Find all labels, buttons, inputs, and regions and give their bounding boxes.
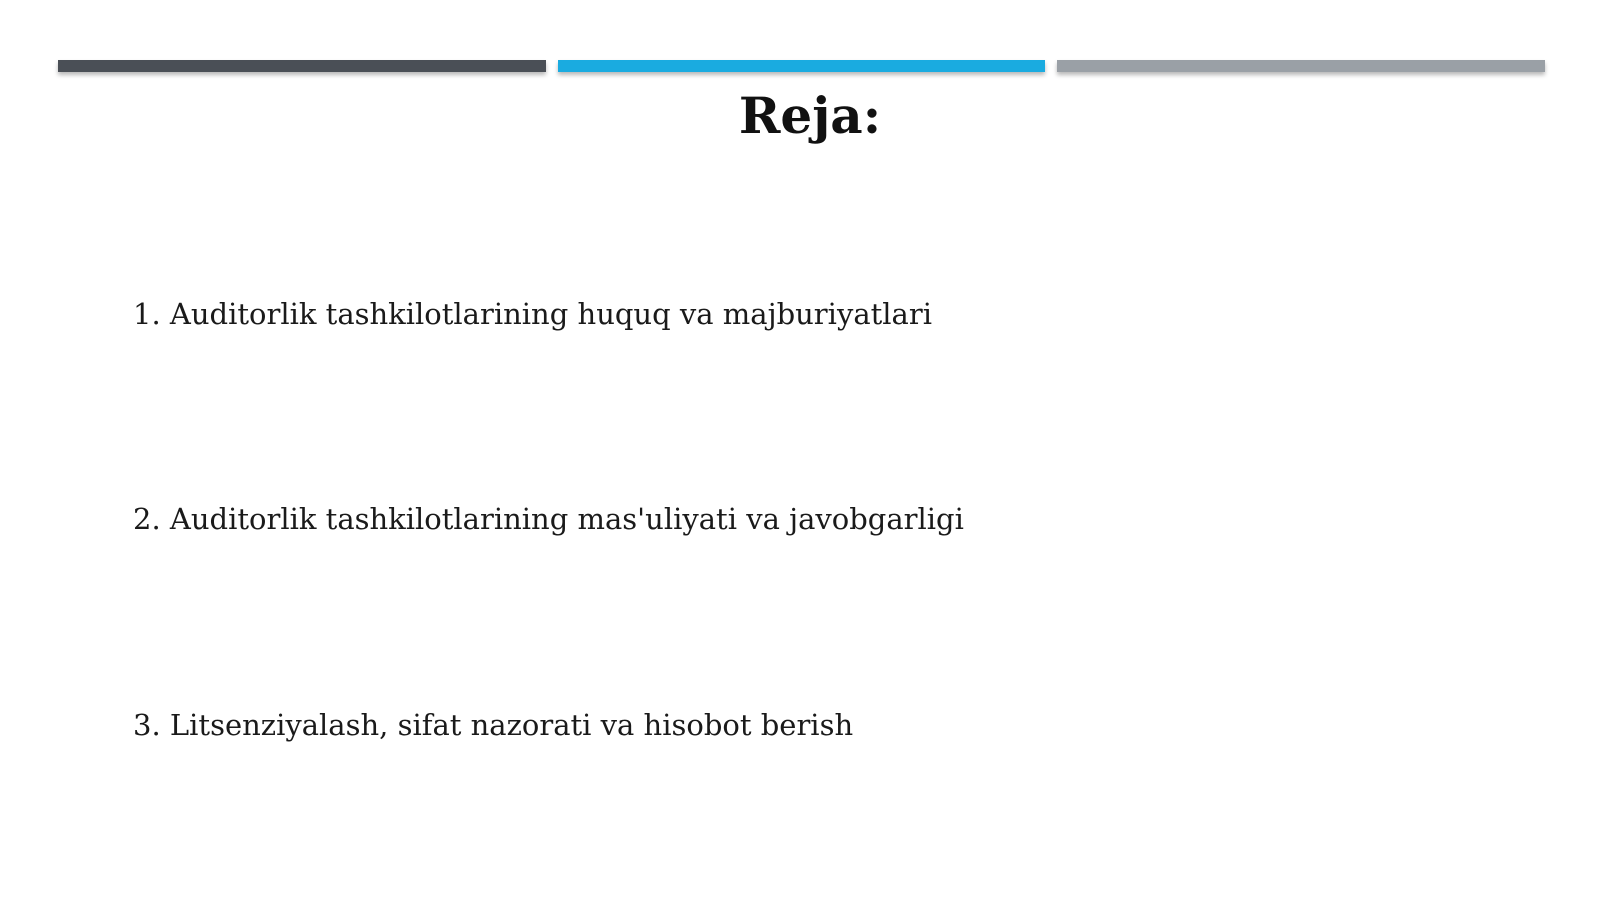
accent-bar-left <box>58 60 546 72</box>
accent-bar-center <box>558 60 1045 72</box>
slide-title: Reja: <box>738 86 882 145</box>
accent-bar-right <box>1057 60 1545 72</box>
plan-item-1: 1. Auditorlik tashkilotlarining huquq va majburiyatlari <box>133 297 932 331</box>
plan-item-2: 2. Auditorlik tashkilotlarining mas'uliyati va javobgarligi <box>133 502 964 536</box>
plan-item-3: 3. Litsenziyalash, sifat nazorati va hisobot berish <box>133 708 854 742</box>
